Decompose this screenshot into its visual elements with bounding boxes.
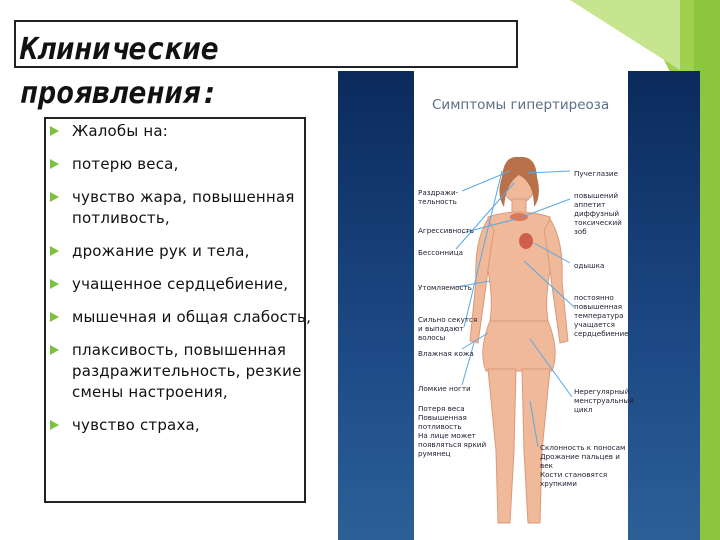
figure-label: Влажная кожа [418, 349, 474, 358]
bullet-arrow-icon [50, 126, 59, 136]
bullet-arrow-icon [50, 279, 59, 289]
slide-title: Клинические проявления: [20, 32, 219, 111]
body-illustration [338, 71, 700, 540]
list-item: Жалобы на: [48, 121, 318, 142]
list-item: дрожание рук и тела, [48, 241, 318, 262]
bullet-arrow-icon [50, 192, 59, 202]
figure-label: Раздражи- тельность [418, 188, 459, 206]
list-item: чувство страха, [48, 415, 318, 436]
figure-label: одышка [574, 261, 605, 270]
bullet-arrow-icon [50, 345, 59, 355]
bullet-arrow-icon [50, 159, 59, 169]
list-item: потерю веса, [48, 154, 318, 175]
list-item: мышечная и общая слабость, [48, 307, 318, 328]
figure-label: постоянно повышенная температура учащается сердцебиение [574, 293, 629, 338]
list-item: чувство жара, повышенная потливость, [48, 187, 318, 229]
list-item: плаксивость, повышенная раздражительность, резкие смены настроения, [48, 340, 318, 403]
figure-label: Агрессивность [418, 226, 474, 235]
figure-label: Утомляемость [418, 283, 472, 292]
figure-label: Ломкие ногти [418, 384, 471, 393]
list-item: учащенное сердцебиение, [48, 274, 318, 295]
figure-label: Потеря веса Повышенная потливость На лице может появляться яркий румянец [418, 404, 487, 458]
hyperthyroidism-figure [338, 71, 700, 540]
figure-label: Пучеглазие [574, 169, 619, 178]
bullet-arrow-icon [50, 312, 59, 322]
symptom-list [48, 121, 318, 448]
figure-label: повышений аппетит диффузный токсический зоб [574, 191, 622, 236]
figure-label: Бессонница [418, 248, 464, 257]
figure-title: Симптомы гипертиреоза [432, 97, 610, 113]
figure-label: Нерегулярный менструальный цикл [574, 387, 634, 414]
figure-label: Сильно секутся и выпадают волосы [418, 315, 478, 342]
bullet-arrow-icon [50, 420, 59, 430]
bullet-arrow-icon [50, 246, 59, 256]
figure-label: Склонность к поносам Дрожание пальцев и век Кости становятся хрупкими [540, 443, 626, 488]
